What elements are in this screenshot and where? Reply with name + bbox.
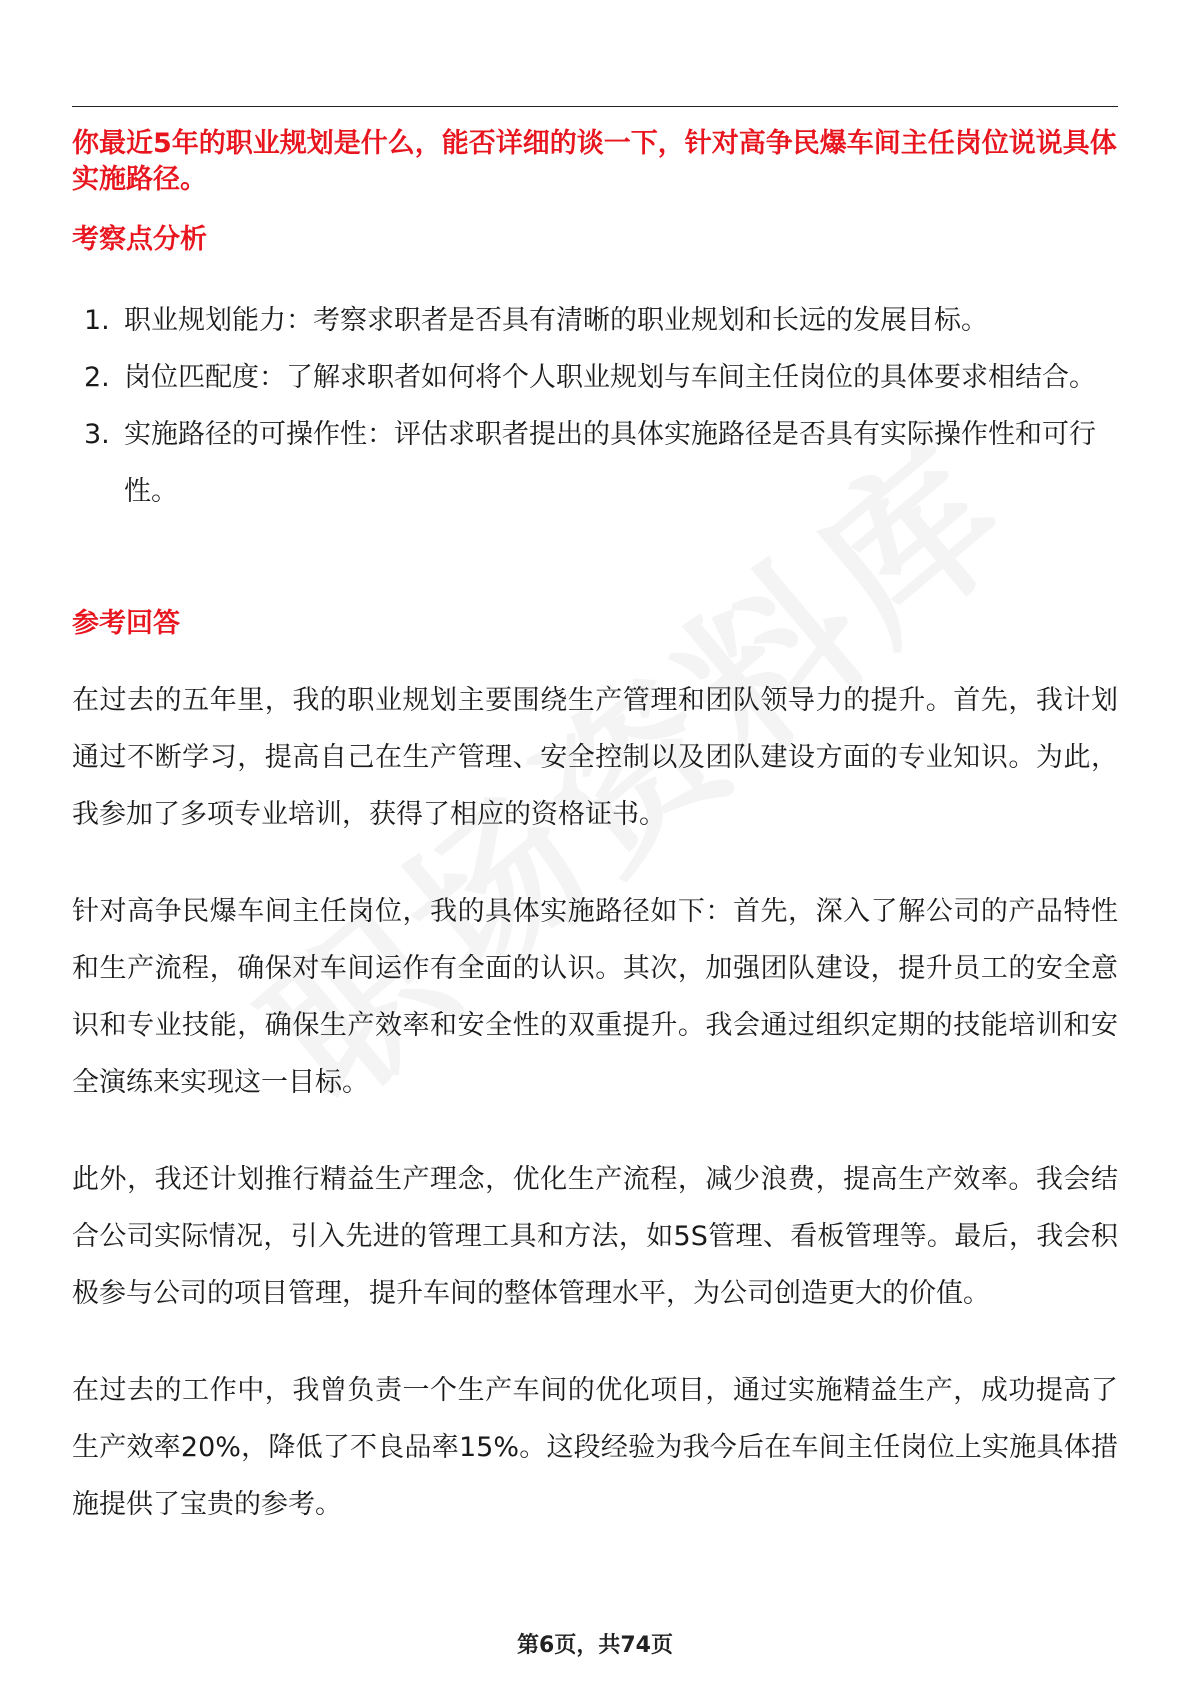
page-number: 第6页，共74页	[517, 1633, 673, 1658]
answer-heading: 参考回答	[72, 608, 180, 639]
list-item-number: 1.	[84, 305, 110, 336]
list-item-text: 职业规划能力：考察求职者是否具有清晰的职业规划和长远的发展目标。	[124, 305, 988, 336]
list-item	[72, 349, 1118, 406]
answer-paragraph: 在过去的五年里，我的职业规划主要围绕生产管理和团队领导力的提升。首先，我计划通过不断学习，提高自己在生产管理、安全控制以及团队建设方面的专业知识。为此，我参加了多项专业培训，获得了相应的资格证书。	[72, 685, 1118, 830]
analysis-heading: 考察点分析	[72, 224, 207, 255]
list-item-number: 2.	[84, 362, 110, 393]
answer-paragraph: 针对高争民爆车间主任岗位，我的具体实施路径如下：首先，深入了解公司的产品特性和生产流程，确保对车间运作有全面的认识。其次，加强团队建设，提升员工的安全意识和专业技能，确保生产效率和安全性的双重提升。我会通过组织定期的技能培训和安全演练来实现这一目标。	[72, 896, 1118, 1098]
list-item	[72, 406, 1118, 520]
top-rule	[72, 106, 1118, 107]
question-title: 你最近5年的职业规划是什么，能否详细的谈一下，针对高争民爆车间主任岗位说说具体实施路径。	[72, 128, 1117, 195]
analysis-list	[72, 292, 1118, 520]
answer-body	[72, 672, 1118, 1573]
list-item-number: 3.	[84, 419, 110, 450]
list-item-text: 岗位匹配度：了解求职者如何将个人职业规划与车间主任岗位的具体要求相结合。	[124, 362, 1096, 393]
answer-paragraph: 此外，我还计划推行精益生产理念，优化生产流程，减少浪费，提高生产效率。我会结合公司实际情况，引入先进的管理工具和方法，如5S管理、看板管理等。最后，我会积极参与公司的项目管理，提升车间的整体管理水平，为公司创造更大的价值。	[72, 1164, 1118, 1309]
list-item-text: 实施路径的可操作性：评估求职者提出的具体实施路径是否具有实际操作性和可行性。	[124, 419, 1096, 507]
answer-paragraph: 在过去的工作中，我曾负责一个生产车间的优化项目，通过实施精益生产，成功提高了生产效率20%，降低了不良品率15%。这段经验为我今后在车间主任岗位上实施具体措施提供了宝贵的参考。	[72, 1375, 1118, 1520]
list-item	[72, 292, 1118, 349]
